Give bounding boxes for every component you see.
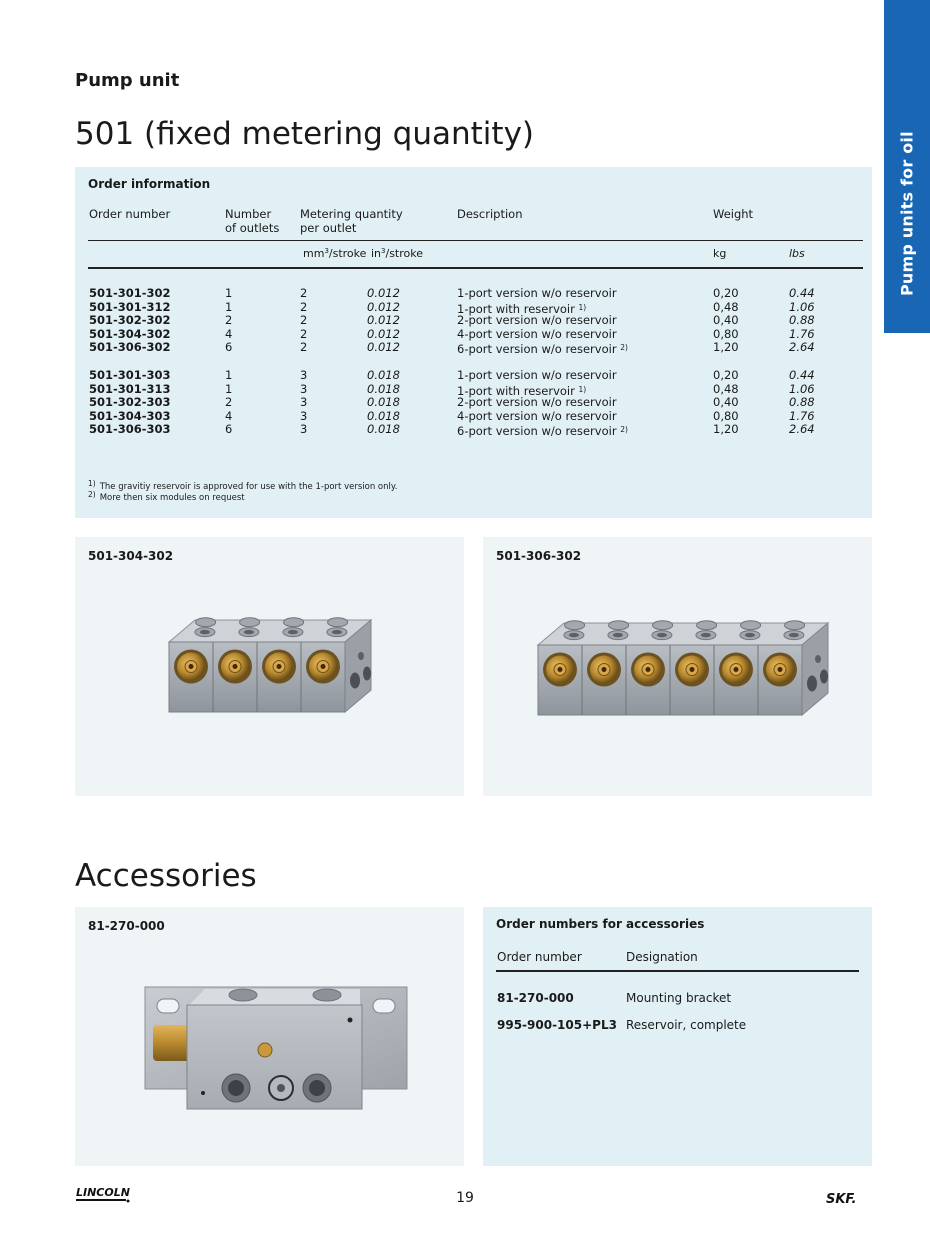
description: 2-port version w/o reservoir <box>457 313 617 327</box>
table-row <box>75 369 872 383</box>
weight-kg: 0,80 <box>713 408 739 423</box>
order-number: 501-301-312 <box>89 299 171 314</box>
number-of-outlets: 2 <box>225 395 233 409</box>
accessories-order-panel <box>483 907 872 1166</box>
table-row <box>75 301 872 315</box>
weight-kg: 1,20 <box>713 422 739 436</box>
order-information-panel <box>75 167 872 518</box>
accessories-title: Accessories <box>75 858 257 894</box>
table-row <box>75 383 872 397</box>
col-weight: Weight <box>713 207 754 221</box>
description: 1-port with reservoir $^{1)}$ <box>457 301 587 316</box>
col-description: Description <box>457 207 523 221</box>
weight-kg: 0,40 <box>713 395 739 409</box>
order-number: 501-301-302 <box>89 286 171 300</box>
weight-lbs: 2.64 <box>789 422 815 436</box>
metering-in3: 0.018 <box>367 381 400 396</box>
photo-label: 81-270-000 <box>88 919 165 933</box>
page-title: 501 (fixed metering quantity) <box>75 116 535 152</box>
table-row <box>75 341 872 355</box>
table-row <box>75 410 872 424</box>
footnote-ref: 2) <box>620 343 628 352</box>
metering-mm3: 3 <box>300 368 308 382</box>
acc-order-number: 995-900-105+PL3 <box>497 1018 617 1032</box>
footnote-ref: 1) <box>578 384 587 394</box>
weight-lbs: 0.44 <box>789 368 815 382</box>
skf-logo <box>826 1190 874 1206</box>
footnote-ref: 1) <box>578 302 587 312</box>
acc-col-order-number: Order number <box>497 950 582 964</box>
order-number: 501-301-303 <box>89 368 171 382</box>
units-rule <box>88 267 863 269</box>
order-number: 501-306-302 <box>89 340 171 354</box>
metering-mm3: 3 <box>300 422 308 436</box>
header-rule <box>88 240 863 241</box>
order-number: 501-304-302 <box>89 326 171 341</box>
side-tab[interactable] <box>884 0 930 333</box>
page-number: 19 <box>456 1190 474 1206</box>
table-row <box>75 328 872 342</box>
side-tab-label: Pump units for oil <box>897 131 917 296</box>
accessories-table-heading: Order numbers for accessories <box>496 917 705 931</box>
metering-mm3: 2 <box>300 340 308 354</box>
svg-text:SKF.: SKF. <box>826 1192 857 1206</box>
photo-label: 501-306-302 <box>496 549 582 563</box>
footnote-1: $^{1)}$ The gravitiy reservoir is approved for use with the 1-port version only. <box>88 479 398 492</box>
table-row <box>75 423 872 437</box>
col-metering-quantity: Metering quantity per outlet <box>300 207 403 235</box>
order-number: 501-304-303 <box>89 408 171 423</box>
section-label: Pump unit <box>75 70 180 91</box>
number-of-outlets: 1 <box>225 299 233 314</box>
metering-in3: 0.012 <box>367 299 400 314</box>
description: 2-port version w/o reservoir <box>457 395 617 409</box>
description: 6-port version w/o reservoir $^{2)}$ <box>457 342 628 356</box>
metering-in3: 0.012 <box>367 313 400 327</box>
acc-designation: Reservoir, complete <box>626 1018 747 1032</box>
weight-kg: 0,48 <box>713 381 739 396</box>
photo-panel-501-304-302 <box>75 537 464 796</box>
unit-mm3-stroke: $mm^3$/stroke <box>303 247 367 260</box>
footnote-ref: 2) <box>620 425 628 434</box>
number-of-outlets: 1 <box>225 368 233 382</box>
description: 4-port version w/o reservoir <box>457 408 617 423</box>
description: 6-port version w/o reservoir $^{2)}$ <box>457 424 628 438</box>
unit-kg: kg <box>713 247 727 260</box>
metering-mm3: 3 <box>300 395 308 409</box>
footnote-2: $^{2)}$ More then six modules on request <box>88 490 245 503</box>
weight-kg: 0,48 <box>713 299 739 314</box>
col-order-number: Order number <box>89 207 171 221</box>
col-number-of-outlets: Number of outlets <box>225 207 280 235</box>
number-of-outlets: 1 <box>225 381 233 396</box>
weight-kg: 0,20 <box>713 286 739 300</box>
metering-mm3: 2 <box>300 299 308 314</box>
number-of-outlets: 4 <box>225 326 233 341</box>
pump-unit-4-port-image <box>75 537 464 796</box>
metering-mm3: 2 <box>300 313 308 327</box>
svg-text:LINCOLN: LINCOLN <box>76 1186 130 1199</box>
metering-in3: 0.018 <box>367 408 400 423</box>
description: 4-port version w/o reservoir <box>457 326 617 341</box>
photo-panel-501-306-302 <box>483 537 872 796</box>
weight-lbs: 1.76 <box>789 326 815 341</box>
metering-in3: 0.018 <box>367 368 400 382</box>
weight-lbs: 1.06 <box>789 299 815 314</box>
weight-kg: 0,40 <box>713 313 739 327</box>
table-row <box>75 287 872 301</box>
weight-lbs: 1.06 <box>789 381 815 396</box>
order-number: 501-302-303 <box>89 395 171 409</box>
metering-mm3: 2 <box>300 326 308 341</box>
description: 1-port with reservoir $^{1)}$ <box>457 383 587 398</box>
weight-kg: 0,20 <box>713 368 739 382</box>
metering-in3: 0.018 <box>367 422 400 436</box>
mounting-bracket-image <box>75 907 464 1166</box>
number-of-outlets: 6 <box>225 422 233 436</box>
number-of-outlets: 2 <box>225 313 233 327</box>
metering-mm3: 3 <box>300 408 308 423</box>
description: 1-port version w/o reservoir <box>457 368 617 382</box>
weight-kg: 0,80 <box>713 326 739 341</box>
metering-in3: 0.012 <box>367 286 400 300</box>
order-number: 501-301-313 <box>89 381 171 396</box>
acc-designation: Mounting bracket <box>626 991 732 1005</box>
unit-in3-stroke: $in^3$/stroke <box>371 247 424 260</box>
metering-in3: 0.018 <box>367 395 400 409</box>
table-row <box>75 314 872 328</box>
metering-in3: 0.012 <box>367 340 400 354</box>
metering-mm3: 3 <box>300 381 308 396</box>
weight-lbs: 0.44 <box>789 286 815 300</box>
weight-lbs: 1.76 <box>789 408 815 423</box>
table-row <box>75 396 872 410</box>
metering-in3: 0.012 <box>367 326 400 341</box>
description: 1-port version w/o reservoir <box>457 286 617 300</box>
accessories-header-rule <box>496 970 859 972</box>
pump-unit-6-port-image <box>483 537 872 796</box>
metering-mm3: 2 <box>300 286 308 300</box>
order-number: 501-306-303 <box>89 422 171 436</box>
order-information-heading: Order information <box>88 177 211 191</box>
weight-lbs: 0.88 <box>789 313 815 327</box>
weight-kg: 1,20 <box>713 340 739 354</box>
order-number: 501-302-302 <box>89 313 171 327</box>
weight-lbs: 0.88 <box>789 395 815 409</box>
number-of-outlets: 6 <box>225 340 233 354</box>
number-of-outlets: 4 <box>225 408 233 423</box>
photo-panel-81-270-000 <box>75 907 464 1166</box>
acc-order-number: 81-270-000 <box>497 991 574 1005</box>
number-of-outlets: 1 <box>225 286 233 300</box>
photo-label: 501-304-302 <box>88 549 174 563</box>
weight-lbs: 2.64 <box>789 340 815 354</box>
unit-lbs: lbs <box>789 247 805 260</box>
acc-col-designation: Designation <box>626 950 698 964</box>
